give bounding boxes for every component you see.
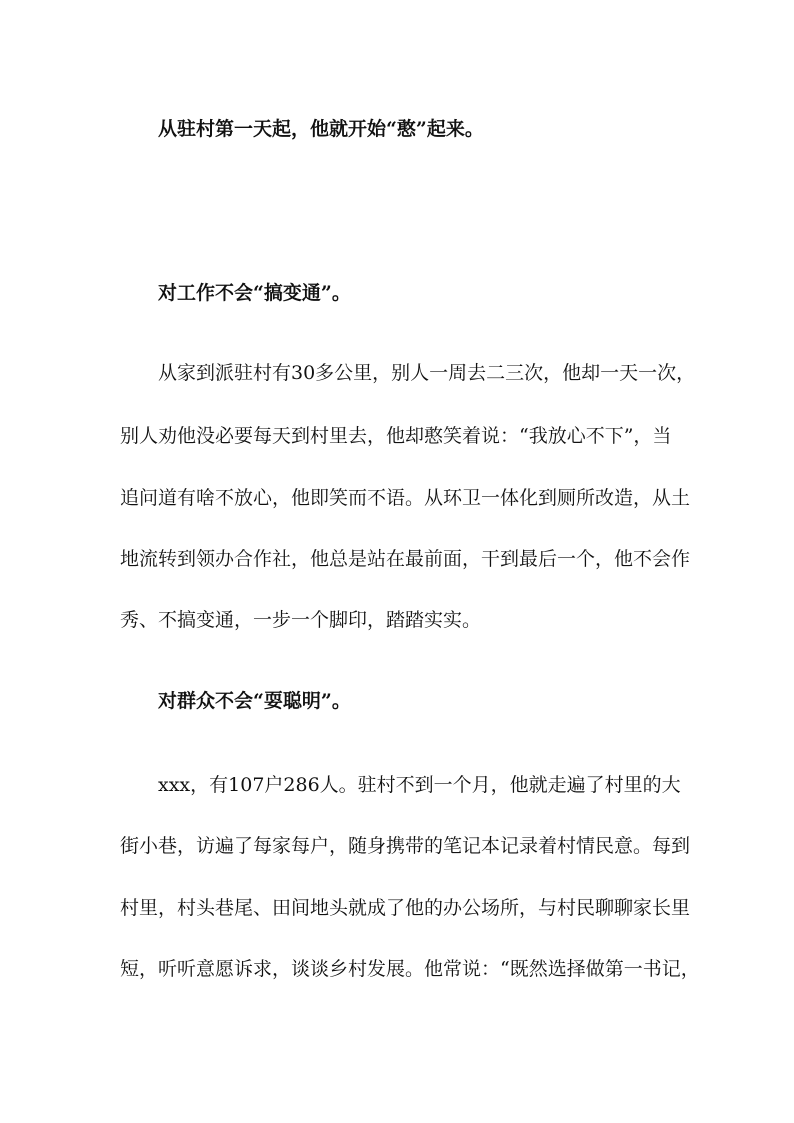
paragraph-work-line-4: 地流转到领办合作社，他总是站在最前面，干到最后一个，他不会作 bbox=[120, 548, 691, 570]
paragraph-masses-line-2: 街小巷，访遍了每家每户，随身携带的笔记本记录着村情民意。每到 bbox=[120, 835, 691, 857]
paragraph-work-line-3: 追问道有啥不放心，他即笑而不语。从环卫一体化到厕所改造，从土 bbox=[120, 487, 691, 509]
paragraph-work-line-1: 从家到派驻村有30多公里，别人一周去二三次，他却一天一次， bbox=[158, 362, 696, 384]
heading-masses: 对群众不会“耍聪明”。 bbox=[158, 690, 351, 712]
heading-work: 对工作不会“搞变通”。 bbox=[158, 282, 351, 304]
paragraph-masses-line-1: xxx，有107户286人。驻村不到一个月，他就走遍了村里的大 bbox=[158, 774, 681, 796]
paragraph-work-line-2: 别人劝他没必要每天到村里去，他却憨笑着说：“我放心不下”，当 bbox=[120, 425, 672, 447]
paragraph-masses-line-4: 短，听听意愿诉求，谈谈乡村发展。他常说：“既然选择做第一书记， bbox=[120, 958, 700, 980]
heading-first-day: 从驻村第一天起，他就开始“憨”起来。 bbox=[158, 118, 484, 140]
paragraph-masses-line-3: 村里，村头巷尾、田间地头就成了他的办公场所，与村民聊聊家长里 bbox=[120, 897, 691, 919]
paragraph-work-line-5: 秀、不搞变通，一步一个脚印，踏踏实实。 bbox=[120, 609, 482, 631]
